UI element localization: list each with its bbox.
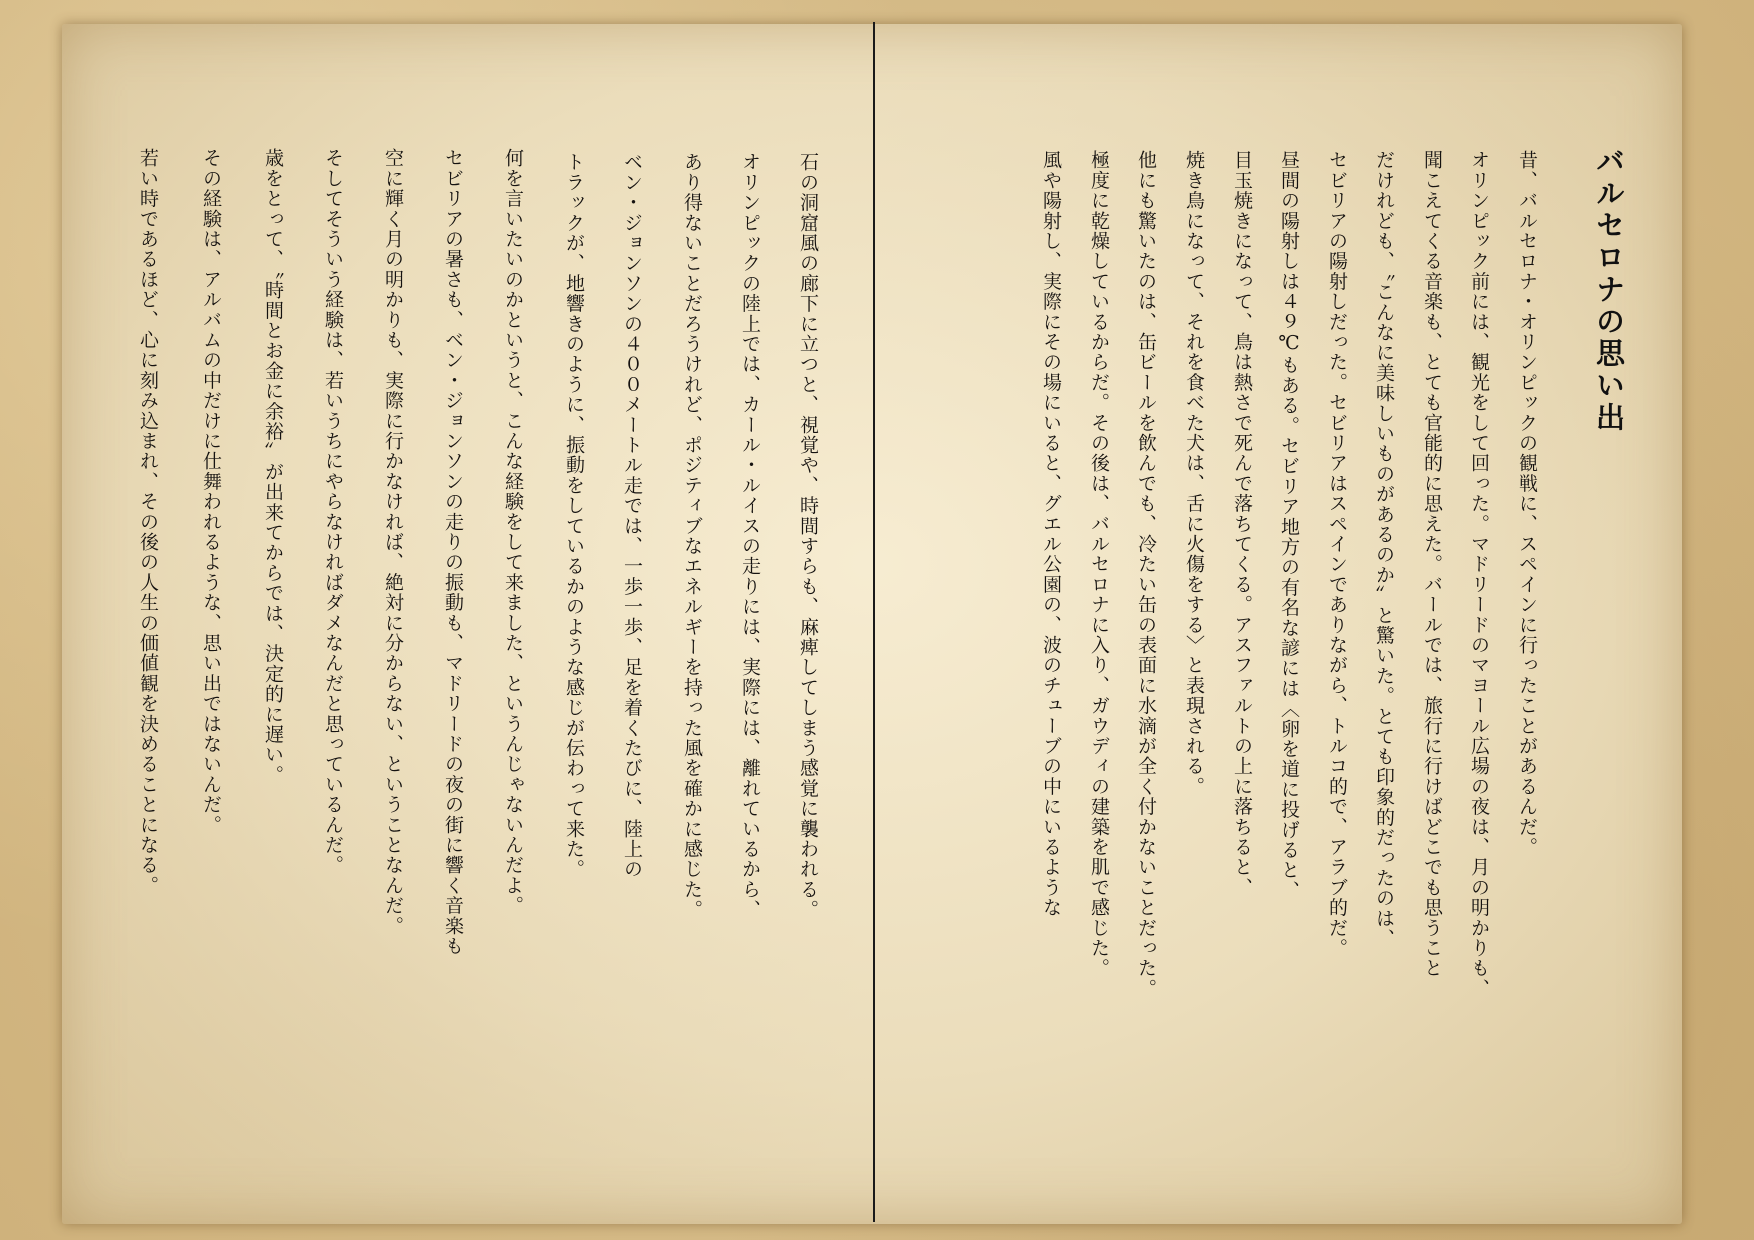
text-column-r6: 昼間の陽射しは４９℃もある。セビリア地方の有名な諺には〈卵を道に投げると、 bbox=[1278, 150, 1300, 901]
text-column-l2: オリンピックの陸上では、カール・ルイスの走りには、実際には、離れているから、 bbox=[739, 152, 761, 920]
text-column-l12: 若い時であるほど、心に刻み込まれ、その後の人生の価値観を決めることになる。 bbox=[137, 148, 159, 896]
text-column-l3: あり得ないことだろうけれど、ポジティブなエネルギーを持った風を確かに感じた。 bbox=[681, 152, 703, 920]
text-column-l6: 何を言いたいのかというと、こんな経験をして来ました、というんじゃないんだよ。 bbox=[502, 148, 524, 916]
text-column-r5: セビリアの陽射しだった。セビリアはスペインでありながら、トルコ的で、アラブ的だ。 bbox=[1326, 150, 1348, 958]
text-column-r1: 昔、バルセロナ・オリンピックの観戦に、スペインに行ったことがあるんだ。 bbox=[1516, 150, 1538, 857]
text-column-r7: 目玉焼きになって、鳥は熱さで死んで落ちてくる。アスファルトの上に落ちると、 bbox=[1231, 150, 1253, 898]
text-column-r4: だけれども、〝こんなに美味しいものがあるのか〟と驚いた。とても印象的だったのは、 bbox=[1373, 150, 1395, 949]
text-column-l5: トラックが、地響きのように、振動をしているかのような感じが伝わって来た。 bbox=[563, 152, 585, 880]
text-column-l7: セビリアの暑さも、ベン・ジョンソンの走りの振動も、マドリードの夜の街に響く音楽も bbox=[442, 148, 464, 956]
text-column-l4: ベン・ジョンソンの４００メートル走では、一歩一歩、足を着くたびに、陸上の bbox=[621, 152, 643, 880]
right-page bbox=[875, 0, 1754, 1240]
text-column-r3: 聞こえてくる音楽も、とても官能的に思えた。バールでは、旅行に行けばどこでも思うこと bbox=[1421, 150, 1443, 979]
text-column-l1: 石の洞窟風の廊下に立つと、視覚や、時間すらも、麻痺してしまう感覚に襲われる。 bbox=[797, 152, 819, 920]
text-column-r8: 焼き鳥になって、それを食べた犬は、舌に火傷をする〉と表現される。 bbox=[1183, 150, 1205, 797]
page-title: バルセロナの思い出 bbox=[1592, 146, 1626, 434]
text-column-l11: その経験は、アルバムの中だけに仕舞われるような、思い出ではないんだ。 bbox=[200, 148, 222, 835]
text-column-l8: 空に輝く月の明かりも、実際に行かなければ、絶対に分からない、ということなんだ。 bbox=[382, 148, 404, 936]
text-column-r9: 他にも驚いたのは、缶ビールを飲んでも、冷たい缶の表面に水滴が全く付かないことだった。 bbox=[1135, 150, 1157, 999]
text-column-l9: そしてそういう経験は、若いうちにやらなければダメなんだと思っているんだ。 bbox=[322, 148, 344, 876]
text-column-r11: 風や陽射し、実際にその場にいると、グエル公園の、波のチューブの中にいるような bbox=[1040, 150, 1062, 918]
text-column-l10: 歳をとって、〝時間とお金に余裕〟が出来てからでは、決定的に遅い。 bbox=[262, 148, 284, 785]
left-page bbox=[0, 0, 873, 1240]
text-column-r2: オリンピック前には、観光をして回った。マドリードのマヨール広場の夜は、月の明かりも、 bbox=[1468, 150, 1490, 999]
text-column-r10: 極度に乾燥しているからだ。その後は、バルセロナに入り、ガウディの建築を肌で感じた。 bbox=[1088, 150, 1110, 979]
